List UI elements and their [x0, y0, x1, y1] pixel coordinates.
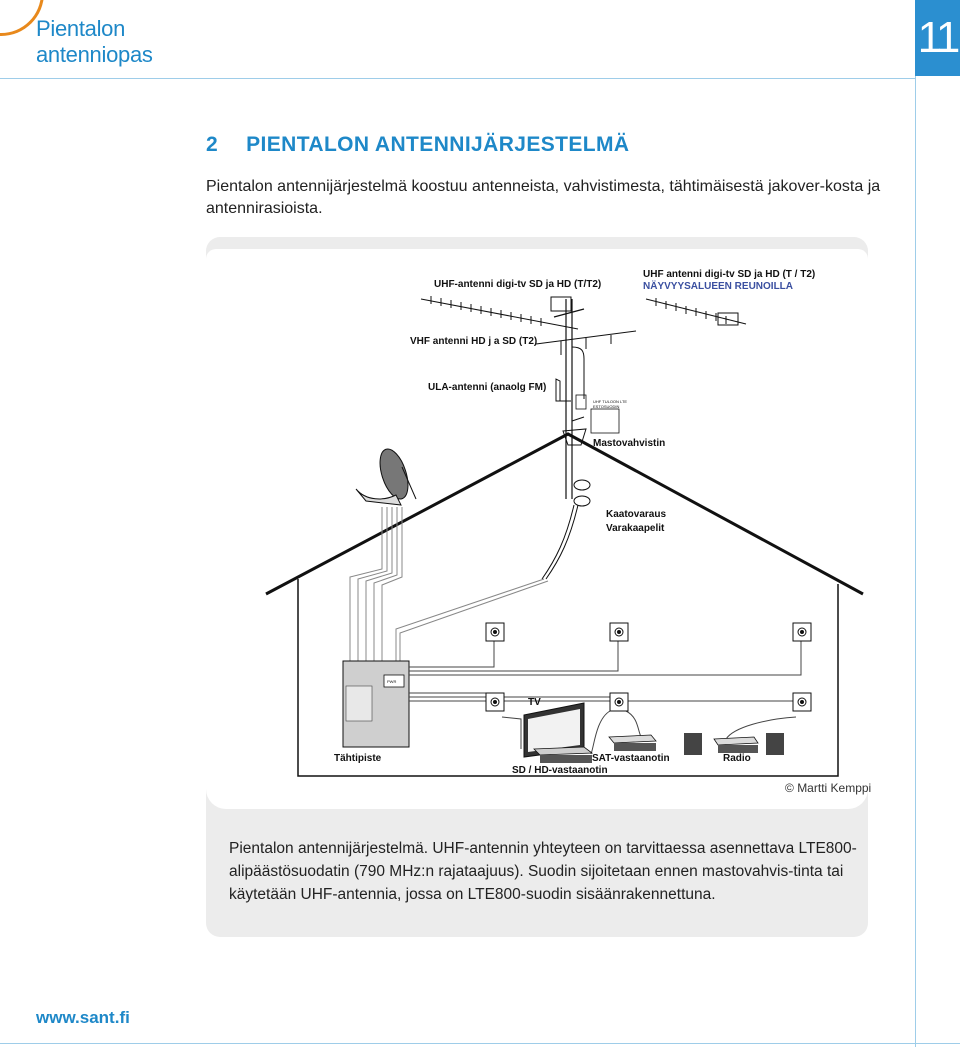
- ula-antenna: [556, 379, 571, 401]
- label-uhf-edge-antenna-2: NÄYVYYSALUEEN REUNOILLA: [643, 281, 794, 292]
- bottom-rule: [0, 1043, 960, 1044]
- figure-credit: [785, 781, 871, 795]
- label-ula-antenna: ULA-antenni (anaolg FM): [428, 382, 547, 393]
- section-number: 2: [206, 133, 219, 156]
- footer-url[interactable]: www.sant.fi: [36, 1008, 130, 1027]
- star-distribution-box: [343, 661, 409, 747]
- antenna-system-diagram: [206, 249, 868, 809]
- uhf-antenna: [421, 296, 578, 329]
- sd-hd-receiver-icon: [534, 747, 592, 763]
- mast: [554, 299, 584, 499]
- section-title: PIENTALON ANTENNIJÄRJESTELMÄ: [246, 133, 630, 156]
- outlet-cables: [409, 641, 801, 754]
- copyright-icon: ©: [785, 781, 798, 795]
- label-lte-filter-1: UHF TULOON LTE: [593, 399, 628, 404]
- label-tahtipiste: Tähtipiste: [334, 753, 382, 764]
- label-kaatovaraus: Kaatovaraus: [606, 509, 667, 520]
- section-heading: [206, 133, 629, 157]
- satellite-cables: [350, 507, 548, 669]
- label-radio: Radio: [723, 753, 751, 764]
- antenna-outlet: [486, 623, 504, 641]
- uhf-edge-antenna: [646, 298, 746, 325]
- label-tv: TV: [528, 697, 541, 708]
- label-uhf-antenna: UHF-antenni digi-tv SD ja HD (T/T2): [434, 279, 602, 290]
- antenna-outlet: [793, 693, 811, 711]
- label-pwr: PWR: [387, 679, 397, 684]
- antenna-outlet: [486, 693, 504, 711]
- sat-receiver-icon: [609, 735, 656, 751]
- label-lte-filter-2: ESTOSUODIN: [593, 404, 620, 409]
- antenna-outlet: [793, 623, 811, 641]
- vhf-antenna: [536, 331, 636, 399]
- radio-icon: [684, 733, 784, 755]
- guide-title: [36, 16, 153, 68]
- intro-paragraph: Pientalon antennijärjestelmä koostuu antenneista, vahvistimesta, tähtimäisestä jakover-kosta ja antennirasioista.: [206, 178, 881, 217]
- satellite-dish: [356, 446, 416, 505]
- label-sd-hd-receiver: SD / HD-vastaanotin: [512, 765, 608, 776]
- page-number: 11: [915, 0, 960, 76]
- label-sat-receiver: SAT-vastaanotin: [592, 753, 670, 764]
- figure-caption: Pientalon antennijärjestelmä. UHF-antennin yhteyteen on tarvittaessa asennettava LTE800-alipäästösuodatin (790 MHz:n rajataajuus). Suodin sijoitetaan ennen mastovahvis-tinta tai käytetään UHF-antennia, jossa on LTE800-suodin sisäänrakennettuna.: [229, 840, 857, 903]
- label-uhf-edge-antenna-1: UHF antenni digi-tv SD ja HD (T / T2): [643, 269, 816, 280]
- header-rule: [0, 78, 915, 79]
- antenna-outlet: [610, 623, 628, 641]
- label-vhf-antenna: VHF antenni HD j a SD (T2): [410, 336, 538, 347]
- guide-title-line2: antenniopas: [36, 42, 153, 67]
- label-varakaapelit: Varakaapelit: [606, 523, 665, 534]
- top-line: [0, 0, 960, 3]
- label-mast-amplifier: Mastovahvistin: [593, 438, 666, 449]
- credit-name: Martti Kemppi: [797, 781, 872, 795]
- antenna-outlet: [610, 693, 628, 711]
- guide-title-line1: Pientalon: [36, 16, 126, 41]
- right-margin-rule: [915, 76, 916, 1047]
